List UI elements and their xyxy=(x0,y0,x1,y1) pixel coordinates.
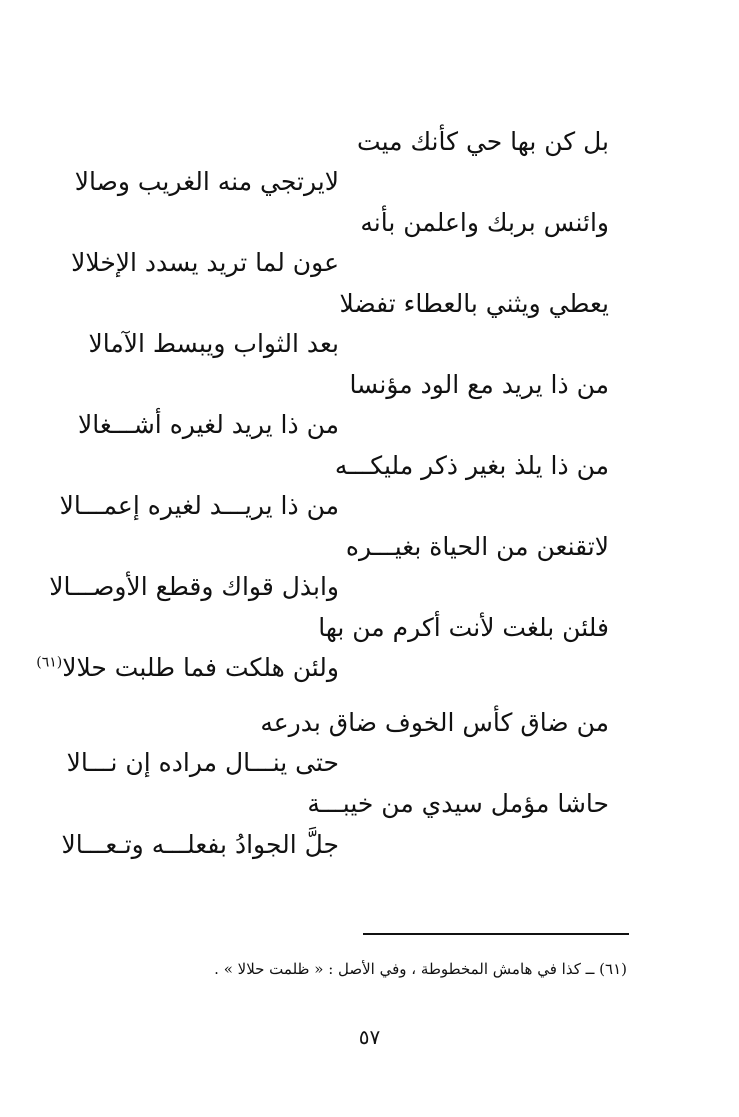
verse-4-first-hemistich: من ذا يريد مع الود مؤنسا xyxy=(349,370,609,399)
footnote-reference: (٦١) xyxy=(36,654,63,671)
verse-1-first-hemistich: بل كن بها حي كأنك ميت xyxy=(357,127,609,156)
verse-3-first-hemistich: يعطي ويثني بالعطاء تفضلا xyxy=(339,289,609,318)
verse-7-second-text: ولئن هلكت فما طلبت حلالا xyxy=(62,653,339,682)
page-number: ٥٧ xyxy=(358,1025,381,1049)
footnote-divider xyxy=(363,933,629,935)
verse-8-first-hemistich: من ضاق كأس الخوف ضاق بدرعه xyxy=(260,708,609,737)
verse-7-second-hemistich xyxy=(36,648,339,688)
verse-6-second-hemistich: وابذل قواك وقطع الأوصـــالا xyxy=(49,572,339,601)
verse-9-second-hemistich: جلَّ الجوادُ بفعلـــه وتـعـــالا xyxy=(61,830,339,859)
verse-3-second-hemistich: بعد الثواب ويبسط الآمالا xyxy=(88,329,339,358)
verse-2-second-hemistich: عون لما تريد يسدد الإخلالا xyxy=(71,248,339,277)
verse-8-second-hemistich: حتى ينـــال مراده إن نـــالا xyxy=(66,748,339,777)
footnote-text: (٦١) ــ كذا في هامش المخطوطة ، وفي الأصل : « ظلمت حلالا » . xyxy=(214,960,627,978)
verse-7-first-hemistich: فلئن بلغت لأنت أكرم من بها xyxy=(318,613,609,642)
verse-5-first-hemistich: من ذا يلذ بغير ذكر مليكـــه xyxy=(334,451,609,480)
verse-9-first-hemistich: حاشا مؤمل سيدي من خيبـــة xyxy=(307,789,609,818)
verse-5-second-hemistich: من ذا يريـــد لغيره إعمـــالا xyxy=(59,491,339,520)
verse-1-second-hemistich: لايرتجي منه الغريب وصالا xyxy=(74,167,339,196)
verse-2-first-hemistich: وائنس بربك واعلمن بأنه xyxy=(360,208,609,237)
verse-4-second-hemistich: من ذا يريد لغيره أشـــغالا xyxy=(77,410,339,439)
verse-6-first-hemistich: لاتقنعن من الحياة بغيـــره xyxy=(345,532,609,561)
